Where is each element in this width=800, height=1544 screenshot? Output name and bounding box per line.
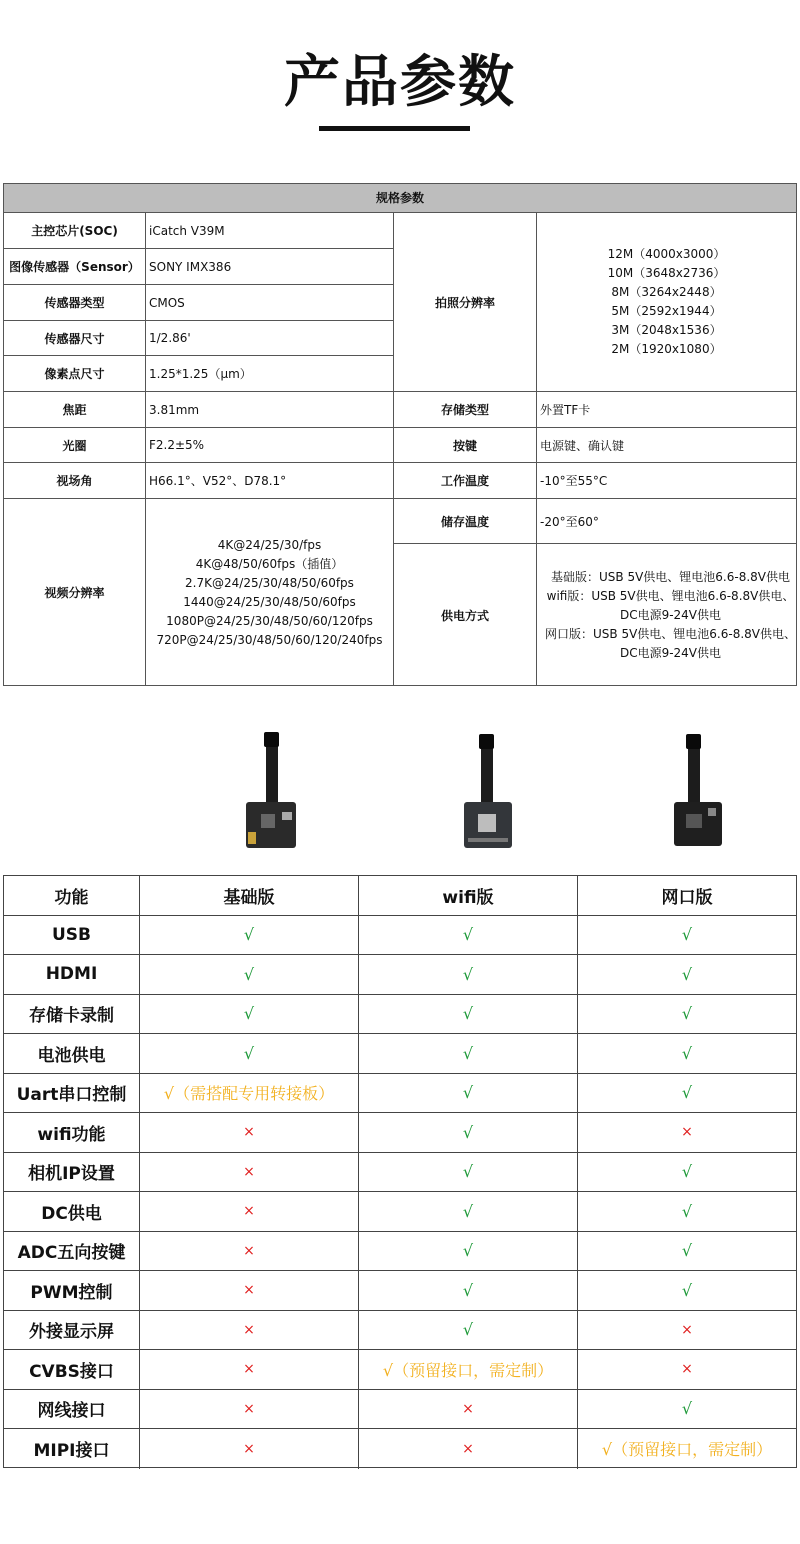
spec-label-sensor-size: 传感器尺寸 xyxy=(4,321,146,356)
conditional-note: √（需搭配专用转接板） xyxy=(140,1074,359,1113)
check-mark: √ xyxy=(359,1232,578,1271)
spec-value-photo-res xyxy=(537,213,796,392)
feature-row xyxy=(4,1074,796,1114)
spec-header: 规格参数 xyxy=(4,184,796,213)
spec-label-photo-res: 拍照分辨率 xyxy=(394,213,537,392)
feature-row xyxy=(4,1350,796,1390)
feature-name: 相机IP设置 xyxy=(4,1153,140,1192)
spec-label-storage: 存储类型 xyxy=(394,392,537,428)
feature-name: MIPI接口 xyxy=(4,1429,140,1469)
feature-name: DC供电 xyxy=(4,1192,140,1231)
spec-value-power xyxy=(537,544,796,686)
spec-value-storage-temp: -20°至60° xyxy=(537,499,796,544)
spec-label-fov: 视场角 xyxy=(4,463,146,499)
check-mark: √ xyxy=(359,955,578,994)
feature-name: USB xyxy=(4,916,140,955)
video-res-line: 720P@24/25/30/48/50/60/120/240fps xyxy=(156,632,383,647)
feature-row xyxy=(4,1192,796,1232)
photo-res-line: 10M（3648x2736） xyxy=(607,266,726,280)
conditional-note: √（预留接口，需定制） xyxy=(601,1440,773,1460)
feature-row xyxy=(4,1153,796,1193)
check-mark: √ xyxy=(681,1004,693,1024)
spec-value-sensor: SONY IMX386 xyxy=(146,249,394,285)
check-mark: √ xyxy=(359,1311,578,1350)
product-image-ethernet xyxy=(672,732,732,852)
photo-res-line: 8M（3264x2448） xyxy=(611,285,722,299)
spec-label-storage-temp: 储存温度 xyxy=(394,499,537,544)
conditional-note: √（预留接口，需定制） xyxy=(359,1350,578,1389)
cross-mark: × xyxy=(681,1361,693,1378)
check-mark: √ xyxy=(681,1083,693,1103)
video-res-line: 4K@48/50/60fps（插值） xyxy=(195,556,344,571)
spec-value-fov: H66.1°、V52°、D78.1° xyxy=(146,463,394,499)
video-res-line: 4K@24/25/30/fps xyxy=(217,537,322,552)
spec-value-sensor-type: CMOS xyxy=(146,285,394,321)
cross-mark: × xyxy=(140,1350,359,1389)
check-mark: √ xyxy=(359,1113,578,1152)
feature-name: PWM控制 xyxy=(4,1271,140,1310)
spec-label-sensor-type: 传感器类型 xyxy=(4,285,146,321)
check-mark: √ xyxy=(681,1162,693,1182)
feature-table xyxy=(3,875,797,1468)
spec-value-video-res xyxy=(146,499,394,686)
spec-label-video-res: 视频分辨率 xyxy=(4,499,146,686)
power-line: 基础版：USB 5V供电、锂电池6.6-8.8V供电 xyxy=(551,569,790,584)
spec-value-focal: 3.81mm xyxy=(146,392,394,428)
cross-mark: × xyxy=(140,1311,359,1350)
feature-name: wifi功能 xyxy=(4,1113,140,1152)
feature-row xyxy=(4,995,796,1035)
spec-label-pixel-size: 像素点尺寸 xyxy=(4,356,146,392)
spec-value-storage: 外置TF卡 xyxy=(537,392,796,428)
product-image-basic xyxy=(240,730,300,850)
video-res-line: 1080P@24/25/30/48/50/60/120fps xyxy=(166,613,373,628)
feature-header-row xyxy=(4,876,796,916)
cross-mark: × xyxy=(359,1390,578,1429)
spec-table xyxy=(3,183,797,686)
power-line: DC电源9-24V供电 xyxy=(619,607,722,622)
feature-name: 网线接口 xyxy=(4,1390,140,1429)
cross-mark: × xyxy=(140,1153,359,1192)
feature-name: 电池供电 xyxy=(4,1034,140,1073)
photo-res-line: 5M（2592x1944） xyxy=(611,304,722,318)
spec-value-work-temp: -10°至55°C xyxy=(537,463,796,499)
check-mark: √ xyxy=(681,1201,693,1221)
check-mark: √ xyxy=(359,1271,578,1310)
check-mark: √ xyxy=(681,1399,693,1419)
cross-mark: × xyxy=(140,1192,359,1231)
spec-value-sensor-size: 1/2.86' xyxy=(146,321,394,356)
feature-name: ADC五向按键 xyxy=(4,1232,140,1271)
power-line: DC电源9-24V供电 xyxy=(619,645,722,660)
feature-name: HDMI xyxy=(4,955,140,994)
feature-column-header: 功能 xyxy=(4,876,140,915)
feature-row xyxy=(4,1113,796,1153)
feature-row xyxy=(4,916,796,956)
feature-row xyxy=(4,1390,796,1430)
spec-label-sensor: 图像传感器（Sensor） xyxy=(4,249,146,285)
product-image-wifi xyxy=(458,732,518,852)
photo-res-line: 2M（1920x1080） xyxy=(611,342,722,356)
page-title: 产品参数 xyxy=(284,50,516,115)
feature-row xyxy=(4,1232,796,1272)
power-line: 网口版：USB 5V供电、锂电池6.6-8.8V供电、 xyxy=(545,626,796,641)
spec-label-work-temp: 工作温度 xyxy=(394,463,537,499)
feature-name: Uart串口控制 xyxy=(4,1074,140,1113)
check-mark: √ xyxy=(359,1034,578,1073)
check-mark: √ xyxy=(681,1043,693,1063)
photo-res-line: 3M（2048x1536） xyxy=(611,323,722,337)
power-line: wifi版：USB 5V供电、锂电池6.6-8.8V供电、 xyxy=(546,588,795,603)
cross-mark: × xyxy=(140,1113,359,1152)
feature-name: 外接显示屏 xyxy=(4,1311,140,1350)
check-mark: √ xyxy=(140,955,359,994)
video-res-line: 2.7K@24/25/30/48/50/60fps xyxy=(185,575,354,590)
feature-name: 存储卡录制 xyxy=(4,995,140,1034)
feature-row xyxy=(4,955,796,995)
cross-mark: × xyxy=(681,1321,693,1338)
feature-name: CVBS接口 xyxy=(4,1350,140,1389)
feature-row xyxy=(4,1034,796,1074)
spec-value-keys: 电源键、确认键 xyxy=(537,428,796,463)
feature-row xyxy=(4,1271,796,1311)
cross-mark: × xyxy=(359,1429,578,1469)
spec-label-power: 供电方式 xyxy=(394,544,537,686)
video-res-line: 1440@24/25/30/48/50/60fps xyxy=(183,594,356,609)
check-mark: √ xyxy=(140,1034,359,1073)
check-mark: √ xyxy=(359,916,578,955)
spec-label-keys: 按键 xyxy=(394,428,537,463)
spec-label-aperture: 光圈 xyxy=(4,428,146,463)
check-mark: √ xyxy=(140,995,359,1034)
photo-res-line: 12M（4000x3000） xyxy=(607,247,726,261)
cross-mark: × xyxy=(140,1390,359,1429)
check-mark: √ xyxy=(359,1192,578,1231)
cross-mark: × xyxy=(681,1124,693,1141)
check-mark: √ xyxy=(681,1280,693,1300)
feature-row xyxy=(4,1429,796,1469)
spec-value-pixel-size: 1.25*1.25（μm） xyxy=(146,356,394,392)
check-mark: √ xyxy=(140,916,359,955)
spec-label-focal: 焦距 xyxy=(4,392,146,428)
feature-row xyxy=(4,1311,796,1351)
check-mark: √ xyxy=(359,1074,578,1113)
feature-column-header: 网口版 xyxy=(661,887,713,908)
title-underline xyxy=(319,126,470,131)
cross-mark: × xyxy=(140,1271,359,1310)
spec-label-soc: 主控芯片(SOC) xyxy=(4,213,146,249)
check-mark: √ xyxy=(681,964,693,984)
cross-mark: × xyxy=(140,1232,359,1271)
feature-column-header: wifi版 xyxy=(359,876,578,915)
check-mark: √ xyxy=(359,995,578,1034)
cross-mark: × xyxy=(140,1429,359,1469)
spec-value-aperture: F2.2±5% xyxy=(146,428,394,463)
check-mark: √ xyxy=(359,1153,578,1192)
check-mark: √ xyxy=(681,925,693,945)
spec-value-soc: iCatch V39M xyxy=(146,213,394,249)
check-mark: √ xyxy=(681,1241,693,1261)
feature-column-header: 基础版 xyxy=(140,876,359,915)
